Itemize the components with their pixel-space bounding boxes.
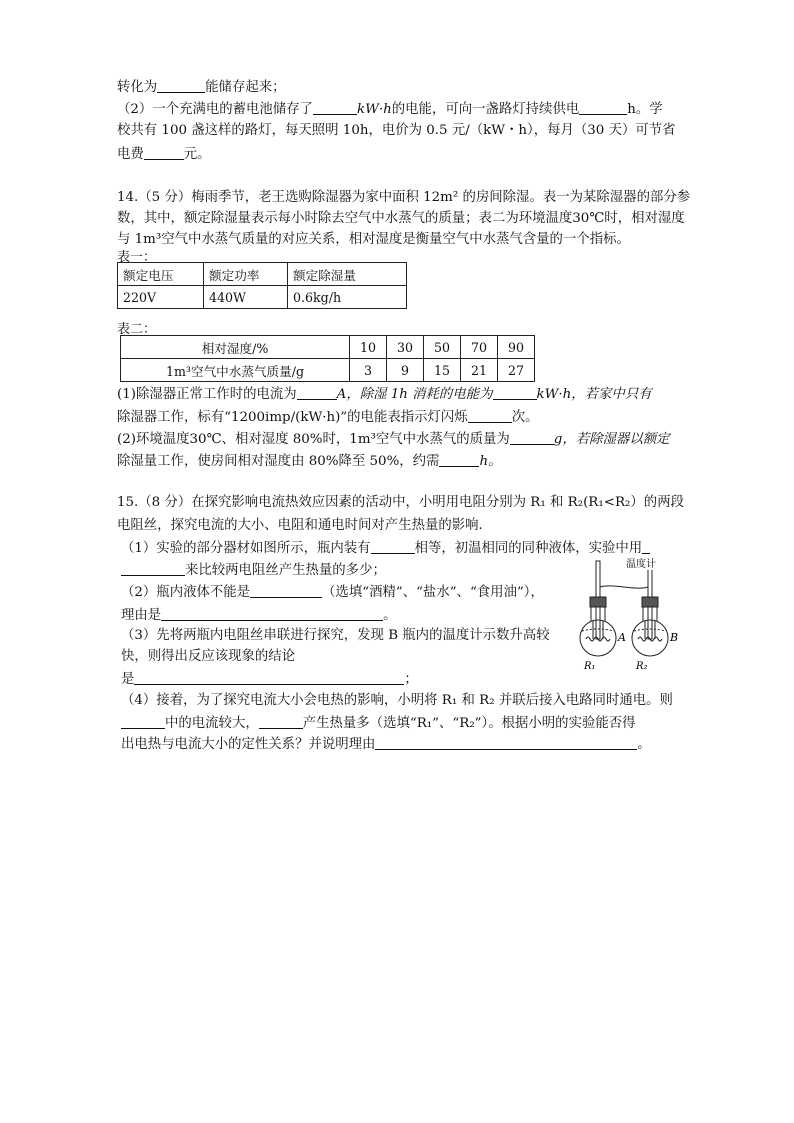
liquid-left <box>582 629 614 631</box>
table2-cell: 21 <box>461 359 498 382</box>
q14-part1-line1: (1)除湿器正常工作时的电流为 A，除湿 1h 消耗的电能为 kW·h，若家中只有 <box>117 387 652 402</box>
q15-stem-line2: 电阻丝，探究电流的大小、电阻和通电时间对产生热量的影响. <box>117 518 483 533</box>
table-row <box>121 359 535 382</box>
leads-right <box>645 621 655 639</box>
q15-part1-line1: （1）实验的部分器材如图所示，瓶内装有 相等，初温相同的同种液体，实验中用 <box>121 539 650 558</box>
q15-stem-line1: 15.（8 分）在探究影响电流热效应因素的活动中，小明用电阻分别为 R₁ 和 R₂(R₁<R₂）的两段 <box>117 495 684 510</box>
coil-R2 <box>638 637 662 641</box>
q15-part3-line1: （3）先将两瓶内电阻丝串联进行探究，发现 B 瓶内的温度计示数升高较 <box>121 628 550 643</box>
q15-part3-line3: 是 ； <box>121 672 418 687</box>
q15-part1-line2: 来比较两电阻丝产生热量的多少； <box>121 561 386 580</box>
table1-cell: 220V <box>118 286 204 309</box>
q14-part1-line2: 除湿器工作，标有“1200imp/(kW·h)”的电能表指示灯闪烁 次。 <box>117 410 539 425</box>
stopper-left <box>590 597 606 607</box>
leads-left <box>593 621 603 639</box>
label-R1: R₁ <box>584 661 596 672</box>
q15-part3-line2: 快，则得出反应该现象的结论 <box>121 649 296 664</box>
table1-cell: 440W <box>204 286 288 309</box>
table2 <box>120 335 535 382</box>
thermometer-label: 温度计 <box>626 559 656 570</box>
table2-cell: 90 <box>498 336 535 359</box>
q15-part4-line3: 出电热与电流大小的定性关系？并说明理由 。 <box>121 737 651 752</box>
apparatus-figure <box>578 557 690 672</box>
table2-row-label: 1m³空气中水蒸气质量/g <box>121 359 350 382</box>
q14-stem-line1: 14.（5 分）梅雨季节，老王选购除湿器为家中面积 12m² 的房间除湿。表一为某除湿器的部分参 <box>117 190 691 205</box>
table2-cell: 50 <box>424 336 461 359</box>
table1 <box>117 262 407 309</box>
table2-cell: 30 <box>387 336 424 359</box>
wire-top <box>600 586 648 588</box>
q14-stem-line2: 数，其中，额定除湿量表示每小时除去空气中水蒸气的质量；表二为环境温度30℃时，相对湿度 <box>117 211 685 226</box>
q15-part4-line2: 中的电流较大， 产生热量多（选填“R₁”、“R₂”）。根据小明的实验能否得 <box>121 714 636 733</box>
stopper-right <box>642 597 658 607</box>
table2-caption: 表二： <box>117 322 157 337</box>
table1-header: 额定除湿量 <box>288 263 407 286</box>
neck-left <box>591 607 605 621</box>
q14-stem-line3: 与 1m³空气中水蒸气质量的对应关系，相对湿度是衡量空气中水蒸气含量的一个指标。 <box>117 232 630 247</box>
table-row <box>118 286 407 309</box>
coil-R1 <box>586 637 610 641</box>
table1-cell: 0.6kg/h <box>288 286 407 309</box>
neck-right <box>643 607 657 621</box>
q15-part2-line2: 理由是 。 <box>121 608 397 623</box>
table2-cell: 10 <box>350 336 387 359</box>
liquid-right <box>634 629 666 631</box>
label-A: A <box>618 631 626 644</box>
table2-cell: 15 <box>424 359 461 382</box>
table2-row-label: 相对湿度/% <box>121 336 350 359</box>
q13-line4: 电费 元。 <box>117 147 211 162</box>
table1-header: 额定电压 <box>118 263 204 286</box>
table2-cell: 9 <box>387 359 424 382</box>
q13-line1: 转化为 能储存起来； <box>117 80 286 95</box>
label-R2: R₂ <box>636 661 648 672</box>
table1-header: 额定功率 <box>204 263 288 286</box>
table2-cell: 3 <box>350 359 387 382</box>
table1-caption: 表一： <box>117 250 157 265</box>
table-row <box>121 336 535 359</box>
table2-cell: 70 <box>461 336 498 359</box>
q14-part2-line2: 除湿量工作，使房间相对湿度由 80%降至 50%，约需 h。 <box>117 454 502 469</box>
label-B: B <box>670 631 679 644</box>
table2-cell: 27 <box>498 359 535 382</box>
q15-part4-line1: （4）接着，为了探究电流大小会电热的影响，小明将 R₁ 和 R₂ 并联后接入电路同时通电。则 <box>121 693 673 708</box>
q15-part2-line1: （2）瓶内液体不能是 （选填“酒精”、“盐水”、“食用油”）， <box>121 585 544 600</box>
table-row <box>118 263 407 286</box>
q13-line2: （2）一个充满电的蓄电池储存了 kW·h的电能，可向一盏路灯持续供电 h。学 <box>117 102 663 117</box>
q14-part2-line1: (2)环境温度30℃、相对湿度 80%时，1m³空气中水蒸气的质量为 g，若除湿器以额定 <box>117 432 670 447</box>
q13-line3: 校共有 100 盏这样的路灯，每天照明 10h，电价为 0.5 元/（kW・h），每月（30 天）可节省 <box>117 123 676 138</box>
